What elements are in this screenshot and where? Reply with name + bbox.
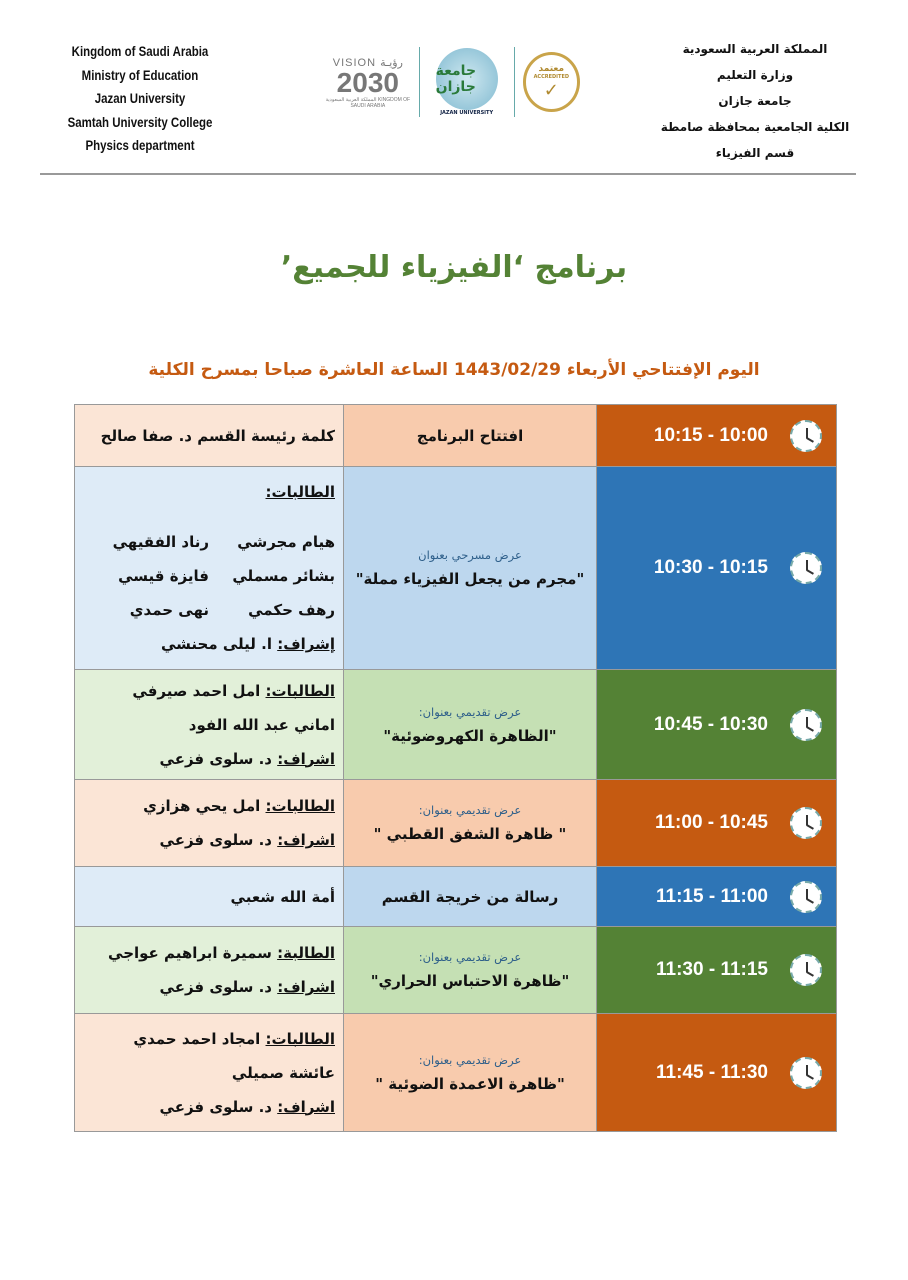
header-line: Jazan University [94,91,186,106]
students-line [83,789,335,823]
activity-title: افتتاح البرنامج [416,426,524,445]
student-name: امجاد احمد حمدي [133,1029,266,1048]
activity-cell [344,780,597,867]
participants-cell [75,927,344,1014]
supervisor-line [83,823,335,857]
participants-cell [75,467,344,670]
accredited-seal [523,52,580,112]
time-range: 10:45 - 10:30 [653,713,768,735]
activity-type: عرض مسرحي بعنوان [418,548,522,562]
student-name: بشائر مسملي [232,567,335,585]
students-line [83,1022,335,1056]
activity-type: عرض تقديمي بعنوان: [418,803,522,817]
schedule-row [75,927,837,1014]
student-name: فايزة قيسي [118,567,209,585]
time-range: 10:30 - 10:15 [653,557,768,578]
activity-type: عرض تقديمي بعنوان: [418,950,522,964]
schedule-row [75,1014,837,1132]
participants-cell [75,867,344,927]
student-name: عائشة صميلي [231,1063,335,1082]
time-cell [597,927,837,1014]
time-range: 11:30 - 11:15 [656,959,768,980]
participants-cell [75,405,344,467]
clock-icon [790,807,822,839]
clock-icon [790,709,822,741]
student-names [83,525,335,627]
time-cell [597,1014,837,1132]
time-range: 11:15 - 11:00 [656,885,768,907]
schedule-row [75,405,837,467]
supervisor-name: د. سلوى فزعي [159,1097,278,1116]
activity-cell [344,867,597,927]
participants-cell [75,1014,344,1132]
activity-title: "مجرم من يجعل الفيزياء مملة" [355,570,585,588]
activity-title: "الظاهرة الكهروضوئية" [383,726,557,745]
schedule-row [75,867,837,927]
event-subtitle: اليوم الإفتتاحي الأربعاء 1443/02/29 الساعة العاشرة صباحا بمسرح الكلية [148,360,760,380]
speaker: أمة الله شعبي [230,887,335,906]
time-cell [597,405,837,467]
participants-cell [75,670,344,780]
activity-title: رسالة من خريجة القسم [381,887,559,906]
jazan-logo-text: جامعة جازان [436,48,498,110]
supervisor-line [83,1090,335,1124]
supervisor-line [83,970,335,1004]
student-name: اماني عبد الله الفود [188,715,335,734]
supervisor-name: د. سلوى فزعي [159,978,278,996]
activity-title: "ظاهرة الاحتباس الحراري" [370,972,570,990]
header-line: Ministry of Education [81,67,199,83]
schedule-row [75,780,837,867]
activity-type: عرض تقديمي بعنوان: [418,1052,522,1067]
divider [419,47,420,117]
jazan-university-logo [428,39,506,125]
supervisor-label: اشراف: [277,831,335,849]
student-name: نهى حمدي [129,601,209,619]
supervisor-label: إشراف: [277,635,335,653]
header-line: وزارة التعليم [716,68,794,82]
supervisor-line [83,627,335,661]
activity-cell [344,1014,597,1132]
students-label: الطالبات: [265,681,335,700]
vision-text: VISION رؤيـة [332,56,403,69]
seal-text: معتمد [538,63,565,74]
header-line: قسم الفيزياء [715,146,795,160]
header-line: الكلية الجامعية بمحافظة صامطة [660,120,850,134]
supervisor-label: اشراف: [277,1097,335,1116]
time-cell [597,780,837,867]
students-label: الطالبات: [265,797,335,815]
students-label: الطالبة: [277,944,335,962]
seal-caption: ACCREDITED [533,73,570,80]
clock-icon [790,420,822,452]
check-icon: ✓ [543,79,559,101]
supervisor-line [83,742,335,776]
student-name: سميرة ابراهيم عواجي [108,944,278,962]
supervisor-name: د. سلوى فزعي [159,749,278,768]
participants-cell [75,780,344,867]
header-line: Kingdom of Saudi Arabia [71,44,209,59]
activity-title: "ظاهرة الاعمدة الضوئية " [375,1074,565,1093]
activity-type: عرض تقديمي بعنوان: [418,704,522,719]
vision-sub: المملكة العربية السعودية KINGDOM OF SAUDI ARABIA [325,96,411,109]
clock-icon [790,1057,822,1089]
time-range: 11:45 - 11:30 [656,1061,768,1083]
schedule-row [75,670,837,780]
time-cell [597,670,837,780]
student-name: امل يحي هزازي [143,797,266,815]
supervisor-label: اشراف: [277,749,335,768]
schedule-row [75,467,837,670]
page-title: برنامج ‘الفيزياء للجميع’ [280,250,628,285]
students-line [83,674,335,708]
student-name: هيام مجرشي [237,533,335,551]
supervisor-label: اشراف: [277,978,335,996]
time-cell [597,467,837,670]
activity-title: " ظاهرة الشفق القطبي " [373,825,567,843]
student-name: رهف حكمي [248,601,335,619]
header-arabic [660,36,850,166]
supervisor-name: د. سلوى فزعي [159,831,278,849]
jazan-logo-caption: JAZAN UNIVERSITY [440,110,494,116]
logos [325,38,580,126]
clock-icon [790,954,822,986]
activity-cell [344,405,597,467]
header-line: Physics department [85,138,195,153]
schedule-table [74,404,837,1132]
time-cell [597,867,837,927]
time-range: 11:00 - 10:45 [654,812,768,833]
header-line: Samtah University College [67,114,213,130]
activity-cell [344,927,597,1014]
students-line [83,475,335,509]
activity-cell [344,467,597,670]
header-line: المملكة العربية السعودية [682,42,828,56]
students-label: الطالبات: [265,483,335,501]
vision-2030-logo [325,56,411,109]
activity-cell [344,670,597,780]
header-divider [40,173,856,175]
header-line: جامعة جازان [718,94,792,108]
header-english [64,40,217,158]
clock-icon [790,881,822,913]
supervisor-name: ا. ليلى محنشي [160,635,278,653]
student-name: رناد الفقيهي [112,533,209,551]
clock-icon [790,552,822,584]
speaker: كلمة رئيسة القسم د. صفا صالح [100,426,335,445]
students-label: الطالبات: [265,1029,335,1048]
vision-year: 2030 [336,66,399,98]
time-range: 10:15 - 10:00 [653,424,768,446]
divider [514,47,515,117]
student-name: امل احمد صيرفي [132,681,266,700]
students-line [83,936,335,970]
